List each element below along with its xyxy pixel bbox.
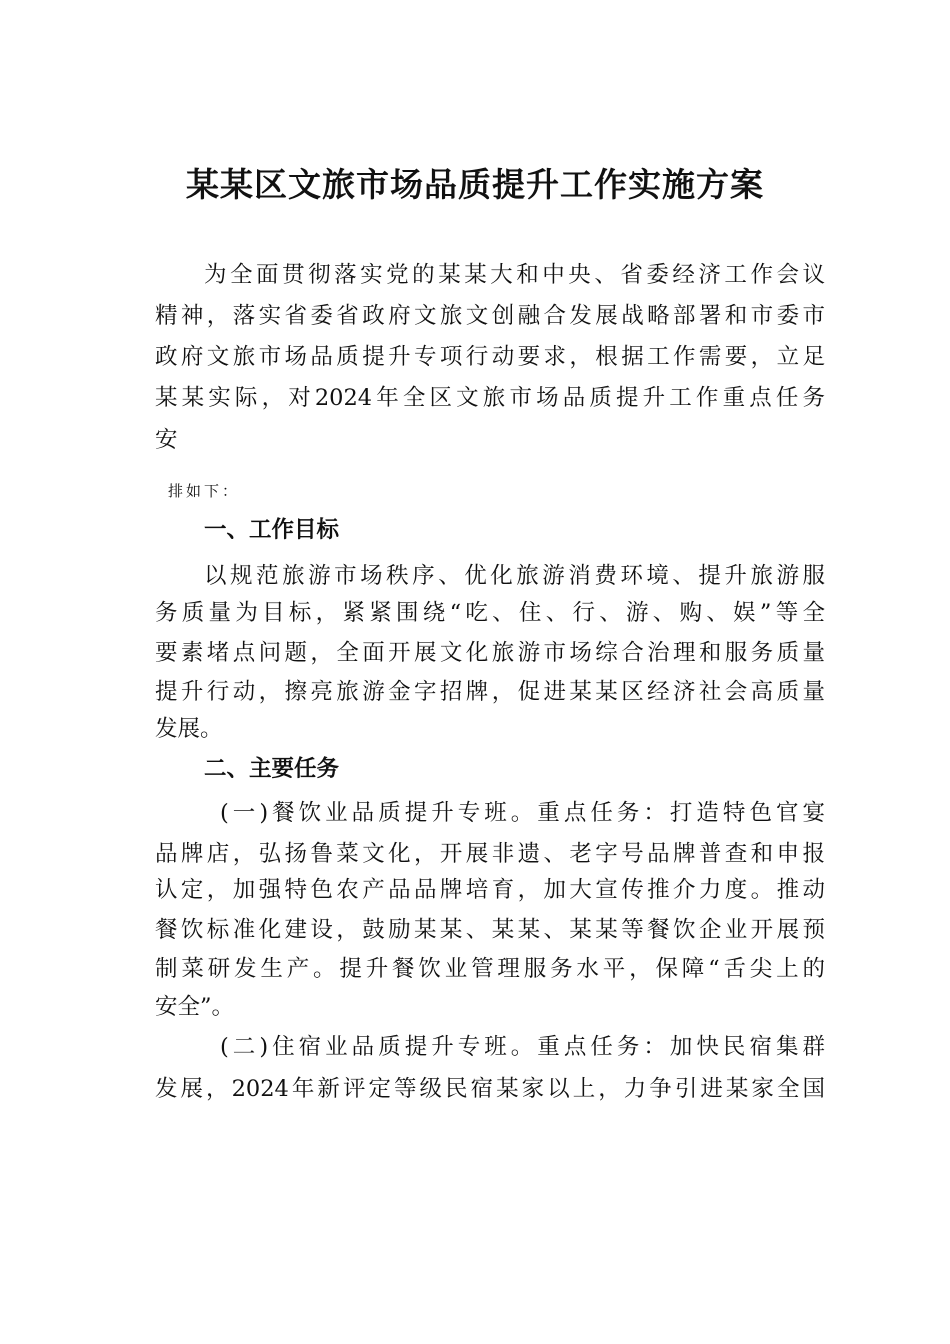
tasks-item1-line: 制菜研发生产。提升餐饮业管理服务水平，保障“舌尖上的 (155, 956, 825, 982)
intro-line: 为全面贯彻落实党的某某大和中央、省委经济工作会议 (204, 262, 825, 288)
tasks-item1-line: 安全”。 (155, 994, 235, 1020)
tasks-item1-line: 认定，加强特色农产品品牌培育，加大宣传推介力度。推动 (155, 877, 825, 903)
intro-line: 某某实际，对2024年全区文旅市场品质提升工作重点任务 (155, 385, 825, 411)
intro-line: 政府文旅市场品质提升专项行动要求，根据工作需要，立足 (155, 344, 825, 370)
tasks-item2-line: 发展，2024年新评定等级民宿某家以上，力争引进某家全国 (155, 1076, 825, 1102)
section-heading-tasks: 二、主要任务 (204, 756, 340, 782)
intro-line: 精神，落实省委省政府文旅文创融合发展战略部署和市委市 (155, 303, 825, 329)
goals-line: 以规范旅游市场秩序、优化旅游消费环境、提升旅游服 (204, 563, 825, 589)
tasks-item1-line: (一)餐饮业品质提升专班。重点任务：打造特色官宴 (220, 800, 825, 826)
tasks-item1-line: 品牌店，弘扬鲁菜文化，开展非遗、老字号品牌普查和申报 (155, 841, 825, 867)
intro-line: 安 (155, 427, 178, 453)
document-title: 某某区文旅市场品质提升工作实施方案 (186, 165, 764, 204)
goals-line: 要素堵点问题，全面开展文化旅游市场综合治理和服务质量 (155, 640, 825, 666)
tasks-item1-line: 餐饮标准化建设，鼓励某某、某某、某某等餐饮企业开展预 (155, 917, 825, 943)
goals-line: 提升行动，擦亮旅游金字招牌，促进某某区经济社会高质量 (155, 679, 825, 705)
section-heading-goals: 一、工作目标 (204, 517, 340, 543)
tasks-item2-line: (二)住宿业品质提升专班。重点任务：加快民宿集群 (220, 1034, 825, 1060)
goals-line: 务质量为目标，紧紧围绕“吃、住、行、游、购、娱”等全 (155, 600, 825, 626)
goals-line: 发展。 (155, 716, 223, 742)
intro-note: 排如下： (168, 482, 241, 500)
